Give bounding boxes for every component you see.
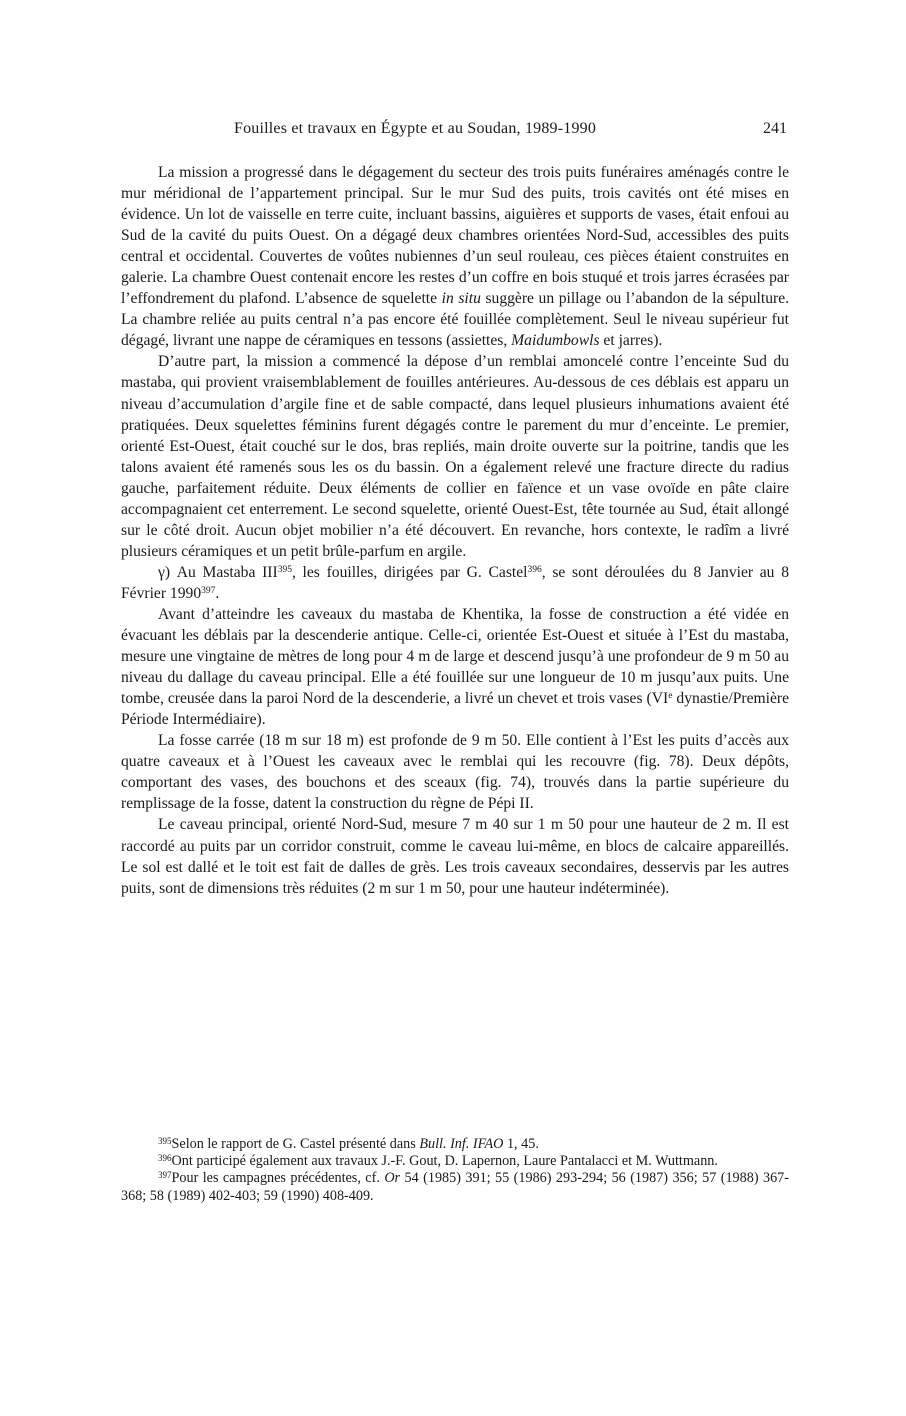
paragraph xyxy=(121,351,789,561)
footnotes xyxy=(121,1136,789,1205)
footnote-text: Pour les campagnes précédentes, cf. xyxy=(171,1170,385,1187)
footnote-text: Selon le rapport de G. Castel présenté dans xyxy=(171,1136,420,1152)
footnote xyxy=(121,1170,789,1204)
paragraph-text: suggère un pillage ou l’abandon de la sépulture. La chambre reliée au puits central n’a pas encore été fouillée complètement. Seul le niveau supérieur fut dégagé, livrant une nappe de céramiques en tessons (assiettes, xyxy=(121,290,790,350)
paragraph-text: , les fouilles, dirigées par G. Castel xyxy=(291,563,528,581)
footnote-ref[interactable]: 397 xyxy=(201,585,216,596)
paragraph-text: et jarres). xyxy=(599,332,663,350)
paragraph xyxy=(121,604,789,730)
paragraph-text: γ) Au Mastaba III xyxy=(158,563,278,581)
footnote-number: 397 xyxy=(158,1170,172,1181)
paragraph-text: . xyxy=(215,584,220,602)
footnote-ref[interactable]: 395 xyxy=(277,564,292,575)
body-text xyxy=(121,162,789,899)
footnote xyxy=(121,1136,789,1153)
footnote xyxy=(121,1153,789,1170)
footnote-text: 54 (1985) 391; 55 (1986) 293-294; 56 (1987) 356; 57 (1988) 367-368; 58 (1989) 402-403; 59 (1990) 408-409. xyxy=(121,1170,789,1204)
paragraph-text: Le caveau principal, orienté Nord-Sud, mesure 7 m 40 sur 1 m 50 pour une hauteur de 2 m. Il est raccordé au puits par un corridor construit, comme le caveau lui-même, en blocs de calcaire appareillés. Le sol est dallé et le toit est fait de dalles de grès. Les trois caveaux secondaires, desservis par les autres puits, sont de dimensions très réduites (2 m sur 1 m 50, pour une hauteur indéterminée). xyxy=(121,816,789,897)
paragraph xyxy=(121,814,789,898)
paragraph-text: , se sont déroulées du 8 Janvier au 8 Février 1990 xyxy=(121,563,789,602)
running-header xyxy=(121,112,789,142)
paragraph-text: dynastie/Première Période Intermédiaire). xyxy=(121,690,790,729)
paragraph-text: Avant d’atteindre les caveaux du mastaba de Khentika, la fosse de construction a été vidée en évacuant les déblais par la descenderie antique. Celle-ci, orientée Est-Ouest et située à l’Est du mastaba, mesure une vingtaine de mètres de long pour 4 m de large et descend jusqu’à une profondeur de 9 m 50 au niveau du dallage du caveau principal. Elle a été fouillée sur une longueur de 10 m jusqu’aux puits. Une tombe, creusée dans la paroi Nord de la descenderie, a livré un chevet et trois vases (VI xyxy=(121,605,789,708)
paragraph-text: La mission a progressé dans le dégagement du secteur des trois puits funéraires aménagés contre le mur méridional de l’appartement principal. Sur le mur Sud des puits, trois cavités ont été mises en évidence. Un lot de vaisselle en terre cuite, incluant bassins, aiguières et supports de vases, était enfoui au Sud de la cavité du puits Ouest. On a dégagé deux chambres orientées Nord-Sud, accessibles des puits central et occidental. Couvertes de voûtes nubiennes d’un seul rouleau, ces pièces étaient construites en galerie. La chambre Ouest contenait encore les restes d’un coffre en bois stuqué et trois jarres écrasées par l’effondrement du plafond. L’absence de squelette xyxy=(121,164,789,308)
italic-text: Or xyxy=(384,1170,401,1187)
paragraph xyxy=(121,730,789,814)
paragraph-text: La fosse carrée (18 m sur 18 m) est profonde de 9 m 50. Elle contient à l’Est les puits d’accès aux quatre caveaux et à l’Ouest les caveaux avec le remblai qui les recouvre (fig. 78). Deux dépôts, comportant des vases, des bouchons et des sceaux (fig. 74), trouvés dans la partie supérieure du remplissage de la fosse, datent la construction du règne de Pépi II. xyxy=(121,732,789,813)
paragraph xyxy=(121,162,789,351)
paragraph-text: D’autre part, la mission a commencé la dépose d’un remblai amoncelé contre l’enceinte Sud du mastaba, qui provient vraisemblablement de fouilles antérieures. Au-dessous de ces déblais est apparu un niveau d’accumulation d’argile fine et de sable compacté, dans lequel plusieurs inhumations avaient été pratiquées. Deux squelettes féminins furent dégagés contre le parement du mur d’enceinte. Le premier, orienté Est-Ouest, était couché sur le dos, bras repliés, main droite ouverte sur la poitrine, tandis que les talons avaient été ramenés sous les os du bassin. On a également relevé une fracture directe du radius gauche, parfaitement réduite. Deux éléments de collier en faïence et un vase ovoïde en pâte claire accompagnaient cet enterrement. Le second squelette, orienté Ouest-Est, tête tournée au Sud, était allongé sur le côté droit. Aucun objet mobilier n’a été découvert. En revanche, hors contexte, le radîm a livré plusieurs céramiques et un petit brûle-parfum en argile. xyxy=(121,353,789,560)
superscript: e xyxy=(668,691,673,702)
italic-text: Maidumbowls xyxy=(511,332,600,350)
page-number: 241 xyxy=(763,120,787,137)
italic-text: Bull. Inf. IFAO xyxy=(419,1136,504,1152)
footnote-number: 396 xyxy=(158,1153,172,1164)
paragraph xyxy=(121,562,789,604)
footnote-text: Ont participé également aux travaux J.-F. Gout, D. Lapernon, Laure Pantalacci et M. Wuttmann. xyxy=(171,1153,718,1170)
footnote-ref[interactable]: 396 xyxy=(527,564,542,575)
page xyxy=(121,112,789,899)
italic-text: in situ xyxy=(441,290,481,308)
running-title: Fouilles et travaux en Égypte et au Soudan, 1989-1990 xyxy=(234,120,597,137)
footnote-number: 395 xyxy=(158,1136,172,1146)
footnote-text: 1, 45. xyxy=(503,1136,539,1152)
